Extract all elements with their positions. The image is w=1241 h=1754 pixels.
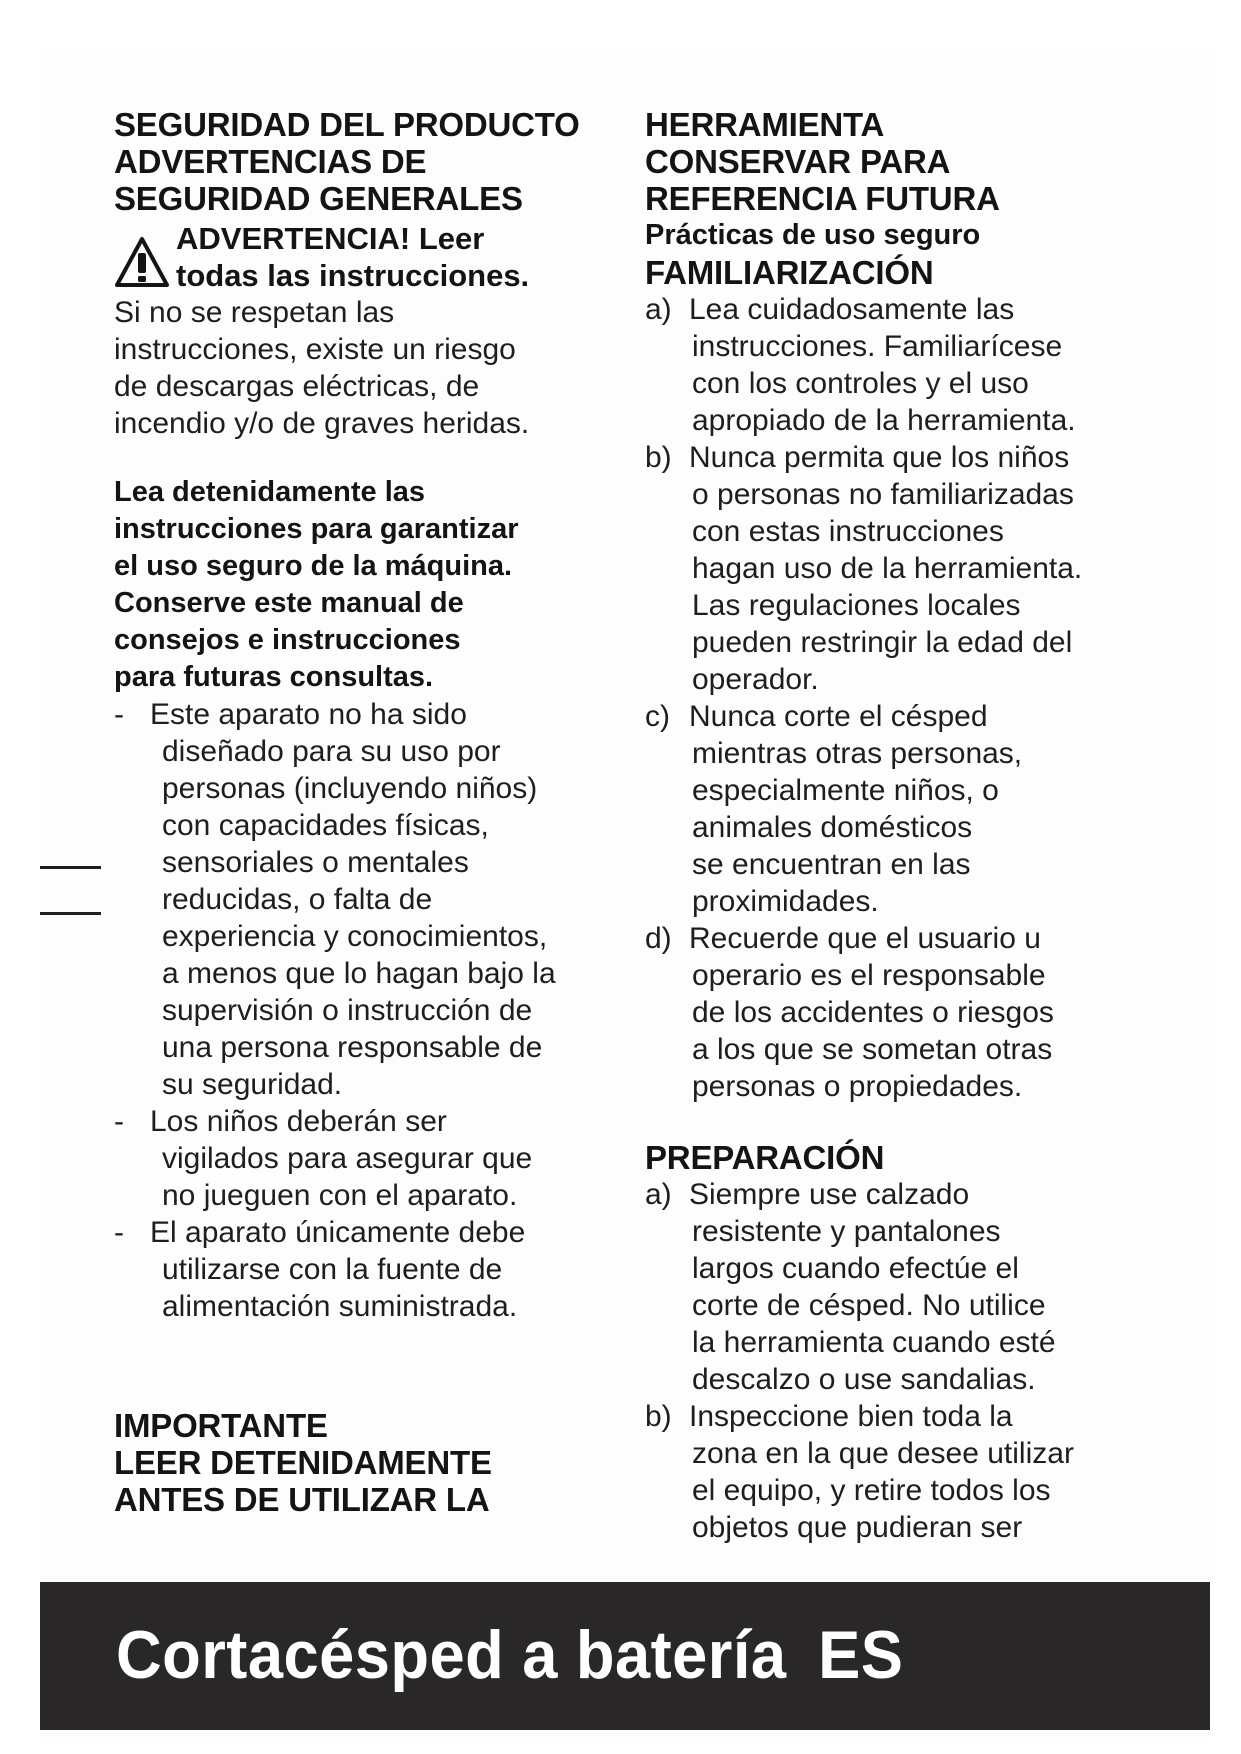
list-item: [645, 698, 1140, 920]
read-notice-line: Conserve este manual de: [114, 587, 464, 619]
read-notice: [114, 474, 614, 696]
list-line: diseñado para su uso por: [162, 735, 501, 768]
list-item: [645, 439, 1140, 698]
important-line: IMPORTANTE: [114, 1407, 328, 1444]
list-line: experiencia y conocimientos,: [162, 920, 548, 953]
list-line: Nunca permita que los niños: [689, 441, 1070, 474]
list-line: vigilados para asegurar que: [162, 1142, 533, 1175]
safety-list: [114, 696, 614, 1325]
warning-body-line: Si no se respetan las: [114, 296, 395, 329]
list-line: el equipo, y retire todos los: [692, 1474, 1051, 1507]
list-line: El aparato únicamente debe: [150, 1216, 526, 1249]
list-line: instrucciones. Familiarícese: [692, 330, 1063, 363]
list-line: proximidades.: [692, 885, 879, 918]
list-item: [114, 696, 614, 1103]
list-item: [645, 1176, 1140, 1398]
list-line: la herramienta cuando esté: [692, 1326, 1056, 1359]
list-line: objetos que pudieran ser: [692, 1511, 1023, 1544]
list-line: largos cuando efectúe el: [692, 1252, 1019, 1285]
list-line: especialmente niños, o: [692, 774, 999, 807]
read-notice-line: el uso seguro de la máquina.: [114, 550, 513, 582]
safe-practices-subheading: [645, 217, 1140, 254]
list-line: utilizarse con la fuente de: [162, 1253, 503, 1286]
important-heading: [114, 1407, 614, 1518]
list-item: [645, 1398, 1140, 1546]
list-line: corte de césped. No utilice: [692, 1289, 1046, 1322]
list-marker: a): [645, 1178, 672, 1211]
list-line: mientras otras personas,: [692, 737, 1023, 770]
list-line: supervisión o instrucción de: [162, 994, 533, 1027]
section-title: PREPARACIÓN: [645, 1139, 885, 1176]
list-line: alimentación suministrada.: [162, 1290, 518, 1323]
list-line: zona en la que desee utilizar: [692, 1437, 1074, 1470]
list-line: operario es el responsable: [692, 959, 1046, 992]
list-line: Las regulaciones locales: [692, 589, 1021, 622]
list-line: Este aparato no ha sido: [150, 698, 467, 731]
preparation-title: [645, 1139, 1140, 1176]
warning-title: [176, 220, 614, 294]
list-marker: c): [645, 700, 670, 733]
preparation-list: [645, 1176, 1140, 1546]
warning-triangle-icon: [114, 236, 170, 290]
list-line: Los niños deberán ser: [150, 1105, 447, 1138]
list-line: descalzo o use sandalias.: [692, 1363, 1036, 1396]
warning-body-line: de descargas eléctricas, de: [114, 370, 480, 403]
list-line: una persona responsable de: [162, 1031, 543, 1064]
list-line: Inspeccione bien toda la: [689, 1400, 1013, 1433]
list-line: su seguridad.: [162, 1068, 343, 1101]
warning-block: [114, 220, 614, 294]
heading-line: HERRAMIENTA: [645, 106, 885, 143]
product-title: Cortacésped a batería: [116, 1617, 787, 1693]
right-heading: [645, 106, 1140, 217]
list-line: no jueguen con el aparato.: [162, 1179, 518, 1212]
heading-line: ADVERTENCIAS DE: [114, 143, 427, 180]
list-marker: -: [114, 698, 124, 731]
list-line: Nunca corte el césped: [689, 700, 988, 733]
heading-line: REFERENCIA FUTURA: [645, 180, 1000, 217]
list-marker: a): [645, 293, 672, 326]
list-line: a menos que lo hagan bajo la: [162, 957, 556, 990]
list-line: sensoriales o mentales: [162, 846, 469, 879]
warning-title-line: ADVERTENCIA! Leer: [176, 221, 485, 256]
list-line: con capacidades físicas,: [162, 809, 489, 842]
warning-body: [114, 294, 614, 442]
warning-body-line: instrucciones, existe un riesgo: [114, 333, 516, 366]
list-line: personas o propiedades.: [692, 1070, 1023, 1103]
margin-mark-bottom: [40, 912, 101, 915]
list-line: reducidas, o falta de: [162, 883, 433, 916]
familiarization-title: [645, 254, 1140, 291]
list-marker: b): [645, 1400, 672, 1433]
list-line: Recuerde que el usuario u: [689, 922, 1041, 955]
familiarization-list: [645, 291, 1140, 1105]
read-notice-line: consejos e instrucciones: [114, 624, 461, 656]
warning-title-line: todas las instrucciones.: [176, 258, 530, 293]
important-line: LEER DETENIDAMENTE: [114, 1444, 492, 1481]
language-code: ES: [818, 1617, 904, 1693]
list-line: pueden restringir la edad del: [692, 626, 1073, 659]
list-line: operador.: [692, 663, 819, 696]
list-line: con los controles y el uso: [692, 367, 1029, 400]
list-marker: d): [645, 922, 672, 955]
list-line: a los que se sometan otras: [692, 1033, 1053, 1066]
heading-line: SEGURIDAD DEL PRODUCTO: [114, 106, 580, 143]
read-notice-line: para futuras consultas.: [114, 661, 434, 693]
section-title: FAMILIARIZACIÓN: [645, 254, 934, 291]
list-item: [645, 291, 1140, 439]
left-heading: [114, 106, 614, 217]
list-line: con estas instrucciones: [692, 515, 1004, 548]
list-marker: -: [114, 1105, 124, 1138]
list-line: o personas no familiarizadas: [692, 478, 1074, 511]
heading-line: SEGURIDAD GENERALES: [114, 180, 523, 217]
list-item: [114, 1214, 614, 1325]
footer-title: [116, 1610, 903, 1700]
read-notice-line: Lea detenidamente las: [114, 476, 426, 508]
list-line: apropiado de la herramienta.: [692, 404, 1076, 437]
list-line: resistente y pantalones: [692, 1215, 1001, 1248]
list-marker: -: [114, 1216, 124, 1249]
list-line: de los accidentes o riesgos: [692, 996, 1054, 1029]
heading-line: CONSERVAR PARA: [645, 143, 951, 180]
footer-bar: [40, 1582, 1210, 1730]
list-line: Siempre use calzado: [689, 1178, 970, 1211]
list-line: se encuentran en las: [692, 848, 971, 881]
subheading-line: Prácticas de uso seguro: [645, 219, 981, 251]
margin-mark-top: [40, 866, 101, 869]
list-item: [645, 920, 1140, 1105]
right-column: [645, 106, 1140, 1546]
left-column: [114, 106, 614, 1518]
important-line: ANTES DE UTILIZAR LA: [114, 1481, 490, 1518]
list-marker: b): [645, 441, 672, 474]
warning-body-line: incendio y/o de graves heridas.: [114, 407, 530, 440]
list-item: [114, 1103, 614, 1214]
list-line: Lea cuidadosamente las: [689, 293, 1015, 326]
list-line: hagan uso de la herramienta.: [692, 552, 1083, 585]
list-line: animales domésticos: [692, 811, 973, 844]
list-line: personas (incluyendo niños): [162, 772, 538, 805]
read-notice-line: instrucciones para garantizar: [114, 513, 519, 545]
